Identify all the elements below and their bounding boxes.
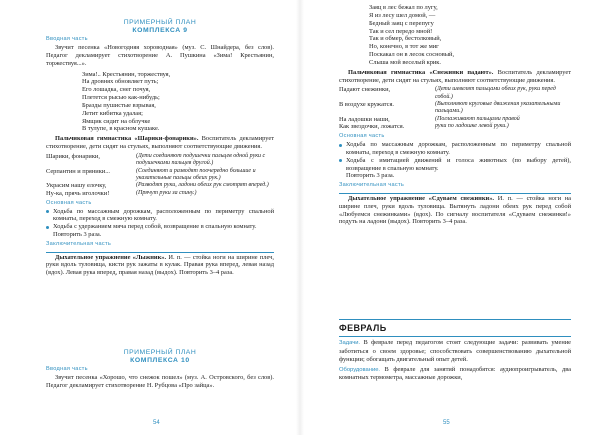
bullet-item: Ходьба с удержанием мяча перед собой, возвращение в спальную комнату. xyxy=(46,223,274,231)
gesture-action: (Прячут руки за спину.) xyxy=(136,189,197,196)
gesture-action: (Дети шевелят пальцами обеих рук, руки перед собой.) xyxy=(435,86,556,100)
gesture-row xyxy=(339,86,571,101)
plan-title-9 xyxy=(46,19,274,34)
poem-line: Я из лесу шел домой, — xyxy=(369,11,436,19)
gesture-action: руки по ладошке левой руки.) xyxy=(435,123,509,130)
poem-line: Так и сел передо мной! xyxy=(369,27,433,35)
tasks-text: В феврале перед педагогом стоят следующие задачи: развивать умение заботиться о своем здоровье; способствовать совершенствованию дыхательной функции; обогащать двигательный опыт детей. xyxy=(339,339,571,363)
repetitions-note: Повторить 3 раза. xyxy=(346,172,395,180)
paragraph: Звучит песенка «Хорошо, что снежок пошел» (муз. А. Островского, без слов). Педагог декламирует стихотворение Н. Рубцова «Про зайца». xyxy=(46,373,274,389)
section-heading-main: Основная часть xyxy=(46,199,92,206)
section-divider xyxy=(46,252,274,253)
paragraph: Звучит песенка «Новогодняя хороводная» (муз. С. Шнайдера, без слов). Педагог декламирует стихотворение А. Пушкина «Зима! Крестьянин, торжествуя...». xyxy=(46,43,274,67)
gesture-action: (Поглаживают пальцами правой xyxy=(435,115,520,122)
right-column xyxy=(339,4,571,226)
gesture-line: Украсим нашу елочку, xyxy=(46,182,107,190)
poem-line: Но, конечно, в тот же миг xyxy=(369,43,439,51)
gesture-action: (Выполняют круговые движения указательными пальцами.) xyxy=(435,101,561,115)
poem-line: Так и обмер, бестолковый, xyxy=(369,35,442,43)
section-heading-conclusion: Заключительная часть xyxy=(46,241,112,247)
gesture-line: Ну-ка, прячь иголочки! xyxy=(46,189,110,197)
gesture-action: (Соединяют и разводят поочередно большие и указательные пальцы обеих рук.) xyxy=(136,167,256,181)
exercise-title: Пальчиковая гимнастика «Шарики-фонарики». xyxy=(55,135,199,143)
poem-line: Летит кибитка удалая; xyxy=(82,109,143,117)
poem-line: В тулупе, в красном кушаке. xyxy=(82,125,160,133)
poem-line: Бедный заяц с перепугу xyxy=(369,19,434,27)
gesture-table xyxy=(339,86,571,131)
gesture-row xyxy=(46,168,274,183)
exercise-text: И. п. — стойка ноги на ширине плеч, руки вдоль туловища, кисти рук зажаты в кулак. Правая рука вперед, левая назад (вдох). Левая рука вперед, правая назад (выдох). Повторить 3–4 раза. xyxy=(46,253,274,277)
gesture-row xyxy=(46,190,274,198)
exercise-paragraph xyxy=(46,254,274,278)
poem-line: Заяц в лес бежал по лугу, xyxy=(369,4,438,11)
exercise-text: Воспитатель декламирует стихотворение, дети сидят на стульях, выполняют соответствующие движения. xyxy=(46,135,274,151)
gesture-line: Серпантин и пряники... xyxy=(46,167,111,175)
month-title: ФЕВРАЛЬ xyxy=(339,323,387,333)
plan-heading: ПРИМЕРНЫЙ ПЛАН xyxy=(123,349,197,356)
section-heading-conclusion: Заключительная часть xyxy=(339,182,405,189)
gesture-row xyxy=(46,182,274,190)
page-number: 54 xyxy=(153,420,160,426)
repetitions-note: Повторить 3 раза. xyxy=(53,231,102,239)
poem-line: Его лошадка, снег почуя, xyxy=(82,86,151,94)
exercise-title: Пальчиковая гимнастика «Снежинки падают». xyxy=(348,68,494,76)
exercise-paragraph xyxy=(339,69,571,85)
gesture-row xyxy=(339,123,571,131)
gesture-line: На ладошки наши, xyxy=(339,115,390,123)
poem-line: Плетется рысью как-нибудь; xyxy=(82,94,160,102)
poem-line: Бразды пушистые взрывая, xyxy=(82,101,156,109)
poem xyxy=(82,71,274,134)
plan-heading: ПРИМЕРНЫЙ ПЛАН xyxy=(123,19,197,26)
poem-line: Ямщик сидит на облучке xyxy=(82,117,151,125)
equipment-paragraph xyxy=(339,366,571,383)
gesture-line: Падают снежинки, xyxy=(339,86,391,94)
bullet-item: Ходьба по массажным дорожкам, расположенным по периметру спальной комнаты, переход в смежную комнату. xyxy=(46,208,274,224)
tasks-paragraph xyxy=(339,339,571,364)
plan-subheading: КОМПЛЕКСА 10 xyxy=(130,356,190,364)
poem-line: Слыша мой веселый крик. xyxy=(369,58,442,66)
section-divider xyxy=(339,193,571,194)
section-heading-intro: Вводная часть xyxy=(46,36,88,43)
bullet-item: Ходьба по массажным дорожкам, расположенным по периметру спальной комнаты, переход в смежную комнату. xyxy=(339,141,571,157)
equipment-label: Оборудование. xyxy=(339,366,381,373)
section-heading-main: Основная часть xyxy=(339,133,385,140)
bullet-item: Ходьба с имитацией движений и голоса животных (по выбору детей), возвращение в спальную комнату. xyxy=(339,157,571,173)
exercise-paragraph xyxy=(46,135,274,151)
exercise-paragraph xyxy=(339,195,571,226)
gesture-line: Шарики, фонарики, xyxy=(46,152,100,160)
plan-title-10 xyxy=(46,349,274,364)
poem-line: Поскакал он в лесок сосновый, xyxy=(369,51,455,59)
gesture-row xyxy=(46,153,274,168)
gesture-table xyxy=(46,153,274,198)
poem-line: На дровнях обновляет путь; xyxy=(82,78,159,86)
exercise-text: И. п. — стойка ноги на ширине плеч, руки вдоль туловища. Вытянуть ладони обеих рук перед собой «Любуемся снежинками» (вдох). По сигналу воспитателя «Сдуваем снежинки!» подуть на ладони (выдох). Повторить 3–4 раза. xyxy=(339,194,571,226)
section-heading-intro: Вводная часть xyxy=(46,366,88,373)
poem xyxy=(369,4,571,67)
page-number: 55 xyxy=(443,420,450,426)
month-header xyxy=(339,319,571,337)
exercise-title: Дыхательное упражнение «Сдуваем снежинки». xyxy=(348,194,494,202)
gesture-line: В воздухе кружатся. xyxy=(339,101,395,109)
gesture-action: (Разводят руки, ладони обеих рук смотрят вперед.) xyxy=(136,182,269,189)
equipment-text: В феврале для занятий понадобятся: аудиопроигрыватель, два комнатных термометра, массажные дорожки, xyxy=(339,365,571,382)
exercise-title: Дыхательное упражнение «Лыжник». xyxy=(55,253,167,261)
plan-subheading: КОМПЛЕКСА 9 xyxy=(132,26,188,34)
tasks-label: Задачи. xyxy=(339,340,361,346)
gesture-line: Как звездочки, ложатся. xyxy=(339,123,405,131)
month-intro xyxy=(339,339,571,382)
left-column xyxy=(46,19,274,277)
exercise-text: Воспитатель декламирует стихотворение, дети сидят на стульях, выполняют соответствующие движения. xyxy=(339,68,571,84)
gesture-action: (Дети соединяют подушечки пальцев одной руки с подушечками пальцев другой.) xyxy=(136,152,266,167)
poem-line: Зима!.. Крестьянин, торжествуя, xyxy=(82,70,171,78)
gesture-row xyxy=(339,101,571,116)
left-column-bottom xyxy=(46,349,274,390)
